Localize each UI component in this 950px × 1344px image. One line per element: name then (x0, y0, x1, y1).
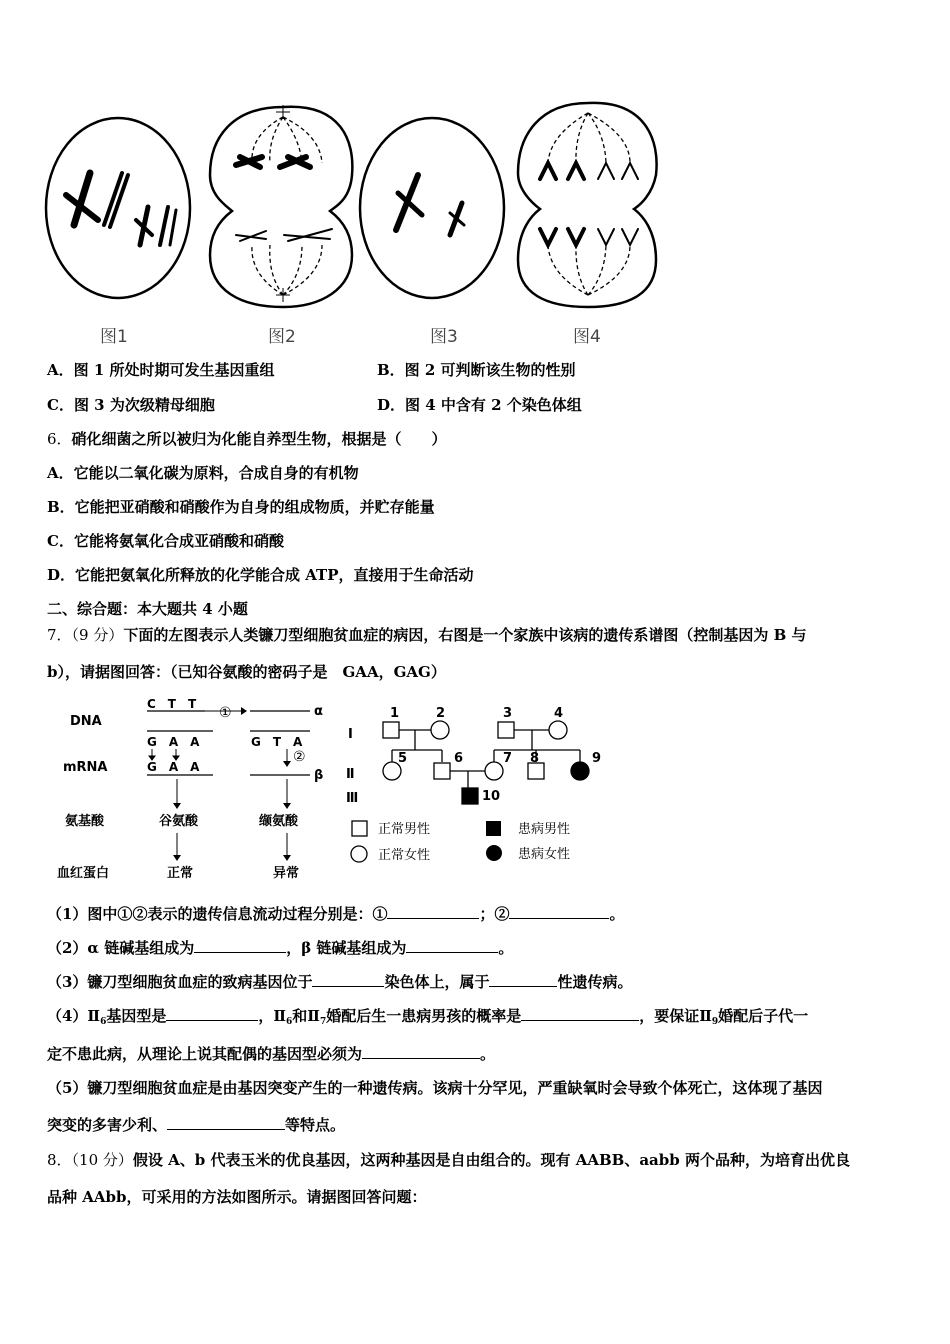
q7-subq-5-cont (47, 1115, 345, 1135)
row-label-amino-acid: 氨基酸 (65, 814, 105, 829)
dna-bottom-strand: G A A (147, 735, 200, 749)
q7-subq-5: （5）镰刀型细胞贫血症是由基因突变产生的一种遗传病。该病十分罕见，严重缺氧时会导致个体死亡，这体现了基因 (47, 1079, 823, 1097)
q7-subq-4-text-c: ，Ⅱ (258, 1007, 287, 1025)
q7-subq-4-cont (47, 1044, 495, 1064)
legend-affected-female-icon (486, 845, 502, 861)
q7-subq-4-cont-text-a: 定不患此病，从理论上说其配偶的基因型必须为 (47, 1045, 363, 1063)
pedigree-chart (340, 700, 620, 880)
legend-affected-male: 患病男性 (518, 822, 571, 837)
q7-subq-4-cont-text-b: 。 (480, 1045, 496, 1063)
generation-1-label: Ⅰ (348, 727, 353, 742)
q7-subq-4-text-a: （4）Ⅱ (47, 1007, 101, 1025)
q7-subq-3-text-a: （3）镰刀型细胞贫血症的致病基因位于 (47, 973, 313, 991)
answer-blank-2b[interactable] (406, 938, 498, 953)
mrna-left-codon: G A A (147, 760, 200, 774)
q7-subq-1 (47, 904, 624, 924)
q7-subq-5-cont-text-a: 突变的多害少利、 (47, 1116, 168, 1134)
figure-4-caption: 图4 (573, 327, 601, 347)
q7-subq-4-text-f: ，要保证Ⅱ (639, 1007, 712, 1025)
q7-subq-4-text-d: 和Ⅱ (292, 1007, 320, 1025)
hemoglobin-left: 正常 (167, 866, 194, 881)
row-label-dna: DNA (70, 714, 102, 729)
individual-3 (498, 722, 514, 738)
id-1: 1 (390, 706, 400, 721)
id-6: 6 (454, 751, 464, 766)
id-7: 7 (503, 751, 513, 766)
row-label-hemoglobin: 血红蛋白 (57, 866, 110, 881)
row-label-mrna: mRNA (63, 760, 108, 775)
answer-blank-2a[interactable] (194, 938, 286, 953)
q7-subq-4-text-e: 婚配后生一患病男孩的概率是 (326, 1007, 522, 1025)
q7-subq-3-text-c: 性遗传病。 (557, 973, 633, 991)
q5-option-d: D．图 4 中含有 2 个染色体组 (377, 396, 582, 414)
id-9: 9 (592, 751, 602, 766)
individual-10 (462, 788, 478, 804)
q6-stem (47, 429, 447, 449)
individual-1 (383, 722, 399, 738)
q8-stem-text-1: 假设 A、b 代表玉米的优良基因，这两种基因是自由组合的。现有 AABB、aabb 两个品种，为培育出优良 (132, 1151, 850, 1169)
q7-subq-4-text-g: 婚配后子代一 (718, 1007, 809, 1025)
step-2-label: ② (293, 749, 306, 765)
q7-subq-1-text-a: （1）图中①②表示的遗传信息流动过程分别是：① (47, 905, 388, 923)
individual-2 (431, 721, 449, 739)
step-1-label: ① (219, 705, 232, 721)
q7-stem-line2: b），请据图回答：（已知谷氨酸的密码子是 GAA，GAG） (47, 663, 446, 681)
q7-subq-1-text-b: ；② (479, 905, 510, 923)
answer-blank-1b[interactable] (509, 904, 609, 919)
q7-stem-line1 (47, 625, 807, 645)
q7-subq-2 (47, 938, 513, 958)
individual-4 (549, 721, 567, 739)
id-10: 10 (482, 789, 501, 804)
q7-stem-text-1: 下面的左图表示人类镰刀型细胞贫血症的病因，右图是一个家族中该病的遗传系谱图（控制基因为 B 与 (123, 626, 807, 644)
answer-blank-4c[interactable] (362, 1044, 480, 1059)
legend-normal-female-icon (351, 846, 367, 862)
q7-subq-4-sub-7: 7 (319, 1017, 327, 1027)
q7-subq-1-text-c: 。 (609, 905, 625, 923)
q7-subq-4-sub-9: 9 (711, 1017, 719, 1027)
section-2-heading: 二、综合题：本大题共 4 小题 (47, 600, 248, 618)
individual-7 (485, 762, 503, 780)
mutated-dna-strand: G T A (251, 735, 303, 749)
figure-4-cell (518, 103, 657, 307)
q6-option-d: D．它能把氨氧化所释放的化学能合成 ATP，直接用于生命活动 (47, 566, 474, 584)
individual-6 (434, 763, 450, 779)
legend-affected-female: 患病女性 (518, 847, 571, 862)
legend-normal-female: 正常女性 (378, 848, 431, 863)
q6-number: 6． (47, 430, 72, 448)
dna-top-strand: C T T (147, 697, 197, 711)
q7-subq-4 (47, 1006, 808, 1032)
figure-2-cell (210, 105, 352, 307)
q8-stem-line2: 品种 AAbb，可采用的方法如图所示。请据图回答问题： (47, 1188, 427, 1206)
answer-blank-5[interactable] (167, 1115, 285, 1130)
generation-2-label: Ⅱ (346, 767, 355, 782)
q7-subq-2-text-b: ，β 链碱基组成为 (286, 939, 407, 957)
legend-affected-male-icon (486, 821, 501, 836)
amino-acid-right: 缬氨酸 (259, 814, 299, 829)
q5-option-b: B．图 2 可判断该生物的性别 (377, 361, 576, 379)
q7-subq-3-text-b: 染色体上，属于 (384, 973, 490, 991)
q7-number: 7．（9 分） (47, 626, 124, 644)
figure-1-caption: 图1 (100, 327, 128, 347)
beta-label: β (314, 768, 324, 783)
id-3: 3 (503, 706, 513, 721)
legend-normal-male: 正常男性 (378, 822, 431, 837)
figure-3-cell (360, 118, 504, 298)
answer-blank-4a[interactable] (166, 1006, 258, 1021)
id-2: 2 (436, 706, 446, 721)
id-4: 4 (554, 706, 564, 721)
cell-division-figures (40, 95, 670, 320)
sickle-cell-cause-diagram (55, 695, 345, 885)
q7-subq-5-cont-text-b: 等特点。 (285, 1116, 346, 1134)
answer-blank-1a[interactable] (387, 904, 479, 919)
individual-9 (571, 762, 589, 780)
q6-option-c: C．它能将氨氧化合成亚硝酸和硝酸 (47, 532, 284, 550)
amino-acid-left: 谷氨酸 (159, 814, 199, 829)
q6-stem-text: 硝化细菌之所以被归为化能自养型生物，根据是（ ） (71, 430, 447, 448)
figure-1-cell (46, 118, 190, 298)
hemoglobin-right: 异常 (273, 866, 300, 881)
q6-option-a: A．它能以二氧化碳为原料，合成自身的有机物 (47, 464, 359, 482)
q5-option-a: A．图 1 所处时期可发生基因重组 (47, 361, 275, 379)
id-8: 8 (530, 751, 540, 766)
q7-subq-4-sub-6b: 6 (286, 1017, 293, 1027)
figure-3-caption: 图3 (430, 327, 458, 347)
q7-subq-2-text-c: 。 (498, 939, 514, 957)
figure-2-caption: 图2 (268, 327, 296, 347)
legend-normal-male-icon (352, 821, 367, 836)
q8-stem-line1 (47, 1150, 850, 1170)
q7-subq-2-text-a: （2）α 链碱基组成为 (47, 939, 195, 957)
q7-subq-4-text-b: 基因型是 (106, 1007, 167, 1025)
q7-subq-4-sub-6a: 6 (100, 1017, 107, 1027)
answer-blank-3a[interactable] (312, 972, 384, 987)
alpha-label: α (314, 704, 323, 719)
answer-blank-4b[interactable] (521, 1006, 639, 1021)
q5-option-c: C．图 3 为次级精母细胞 (47, 396, 215, 414)
q8-number: 8．（10 分） (47, 1151, 133, 1169)
q6-option-b: B．它能把亚硝酸和硝酸作为自身的组成物质，并贮存能量 (47, 498, 435, 516)
generation-3-label: Ⅲ (346, 791, 359, 806)
id-5: 5 (398, 751, 408, 766)
answer-blank-3b[interactable] (489, 972, 557, 987)
q7-subq-3 (47, 972, 632, 992)
